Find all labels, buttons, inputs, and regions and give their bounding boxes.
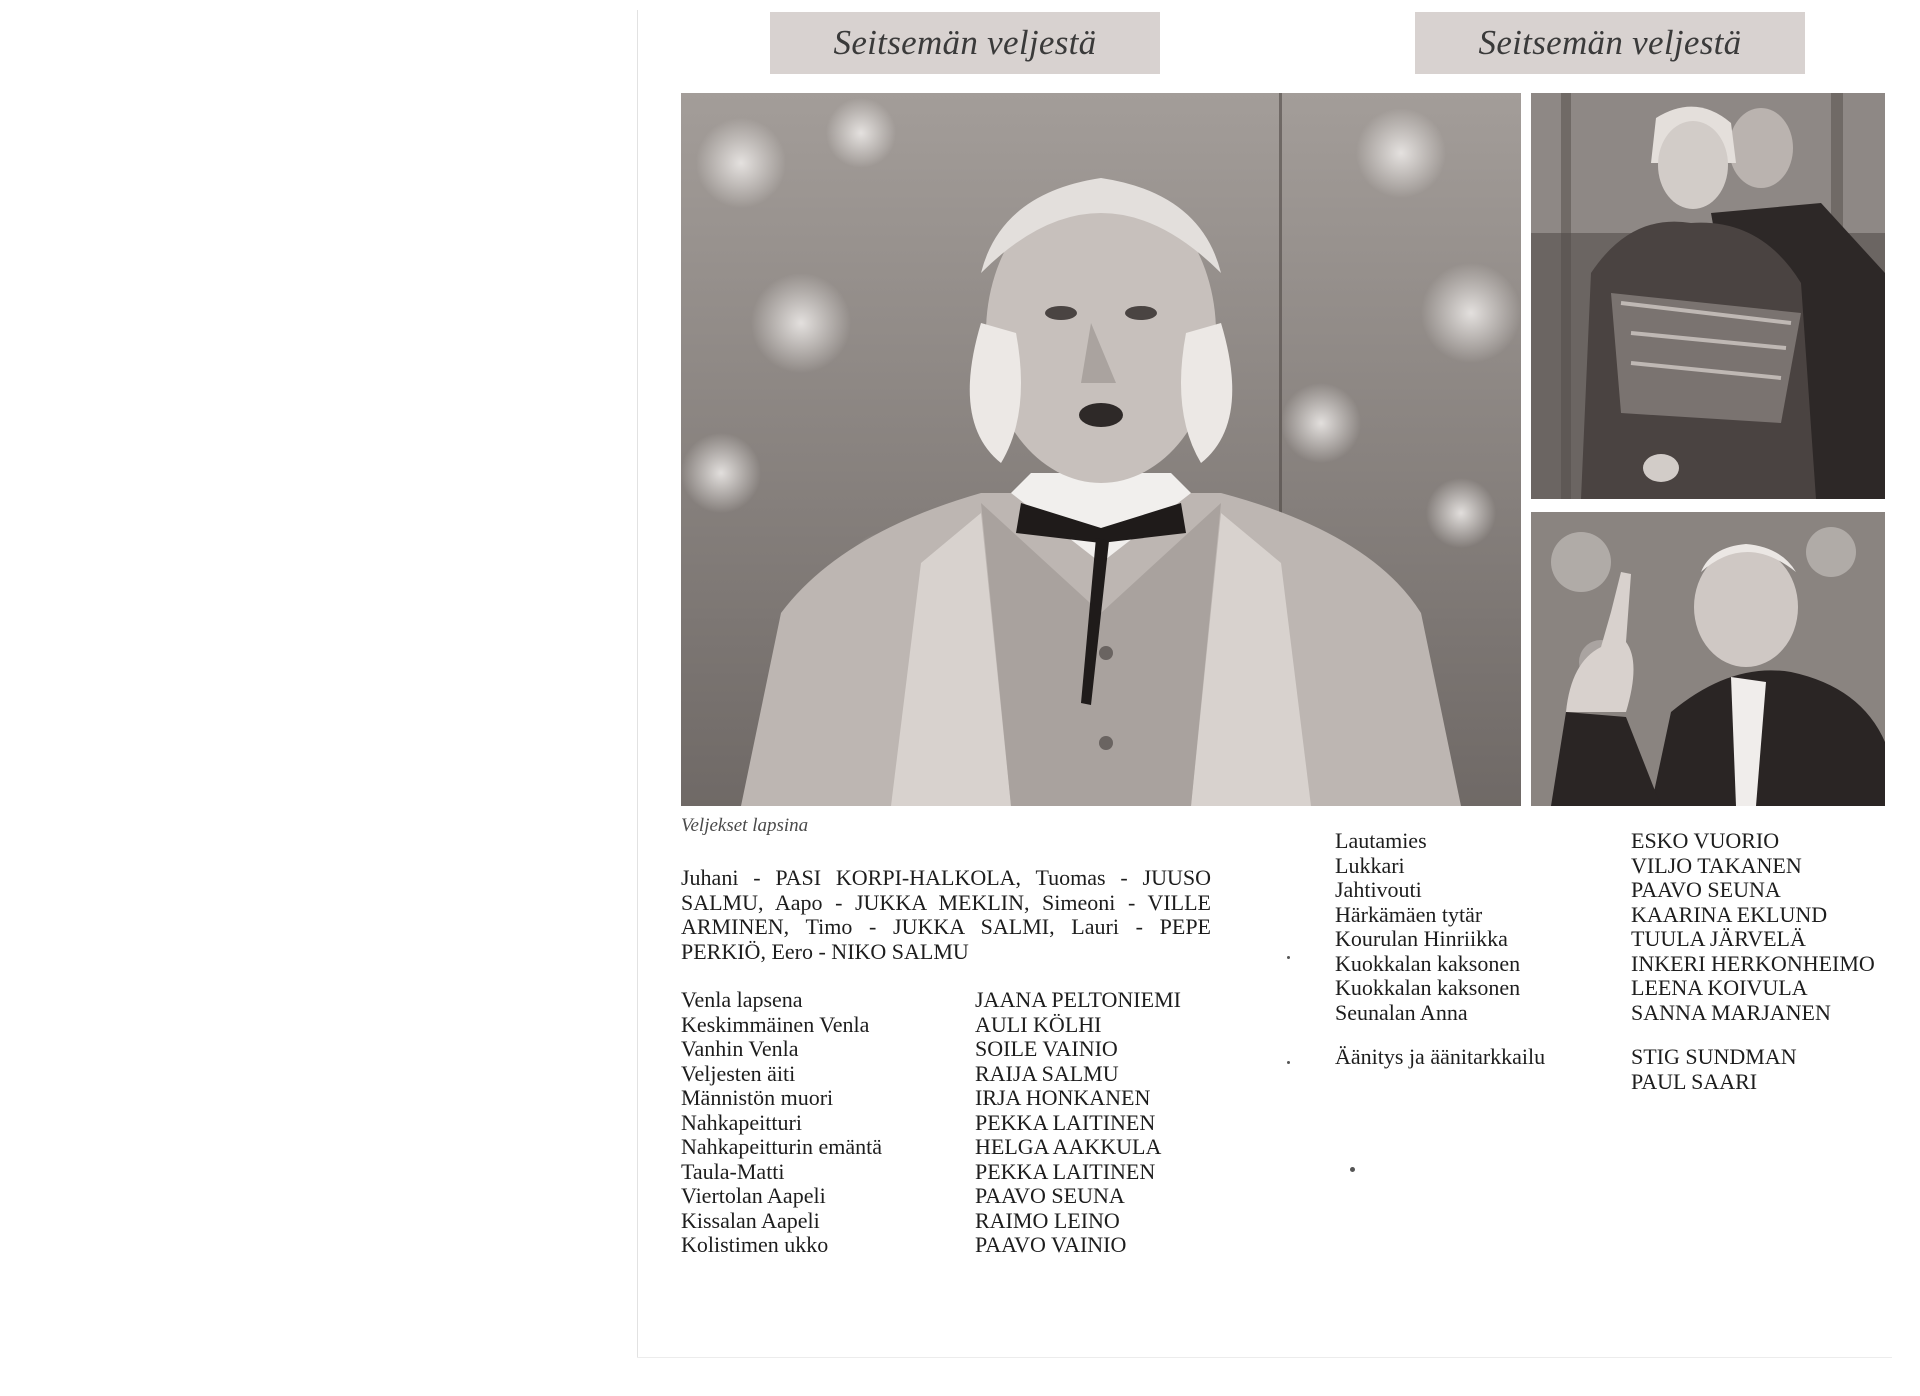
sound-person: STIG SUNDMAN: [1631, 1044, 1797, 1069]
actor-item: TUULA JÄRVELÄ: [1631, 926, 1806, 951]
page-fold-edge: [637, 10, 638, 1358]
left-actors-list: [975, 988, 1181, 1258]
top-right-photo: [1531, 93, 1885, 499]
actor-item: PEKKA LAITINEN: [975, 1109, 1156, 1135]
actor-item: INKERI HERKONHEIMO: [1631, 950, 1875, 976]
actor-item: PAAVO SEUNA: [975, 1183, 1125, 1208]
role-item: Kissalan Aapeli: [681, 1207, 820, 1233]
role-item: Kourulan Hinriikka: [1335, 926, 1508, 951]
actor-item: SANNA MARJANEN: [1631, 999, 1831, 1025]
left-roles-list: [681, 988, 882, 1258]
right-roles-list: [1335, 829, 1520, 1025]
brothers-cast-paragraph: Juhani - PASI KORPI-HALKOLA, Tuomas - JUUSO SALMU, Aapo - JUKKA MEKLIN, Simeoni - VILLE ARMINEN, Timo - JUKKA SALMI, Lauri - PEPE PERKIÖ, Eero - NIKO SALMU: [681, 865, 1211, 964]
actor-item: RAIMO LEINO: [975, 1207, 1120, 1233]
role-item: Härkämäen tytär: [1335, 901, 1483, 927]
actor-item: ESKO VUORIO: [1631, 828, 1780, 853]
role-item: Lautamies: [1335, 828, 1427, 853]
scan-speck: [1287, 1061, 1290, 1064]
role-item: Nahkapeitturi: [681, 1109, 802, 1135]
actor-item: VILJO TAKANEN: [1631, 852, 1802, 878]
role-item: Seunalan Anna: [1335, 999, 1468, 1025]
page-bottom-edge: [637, 1357, 1892, 1358]
role-item: Viertolan Aapeli: [681, 1183, 826, 1208]
role-item: Kuokkalan kaksonen: [1335, 975, 1521, 1000]
right-page-title: Seitsemän veljestä: [1415, 12, 1805, 74]
main-portrait-photo: [681, 93, 1521, 806]
actor-item: JAANA PELTONIEMI: [975, 987, 1181, 1012]
role-item: Keskimmäinen Venla: [681, 1011, 870, 1037]
role-item: Kolistimen ukko: [681, 1232, 829, 1257]
role-item: Nahkapeitturin emäntä: [681, 1134, 882, 1159]
sound-credit-people: [1631, 1045, 1797, 1094]
role-item: Veljesten äiti: [681, 1060, 796, 1086]
role-item: Lukkari: [1335, 852, 1405, 878]
scan-speck: [1350, 1167, 1355, 1172]
sound-credit-role: Äänitys ja äänitarkkailu: [1335, 1044, 1546, 1069]
actor-item: RAIJA SALMU: [975, 1060, 1119, 1086]
role-item: Jahtivouti: [1335, 877, 1422, 902]
scan-speck: [1287, 956, 1290, 959]
actor-item: PEKKA LAITINEN: [975, 1158, 1156, 1184]
left-page-title: Seitsemän veljestä: [770, 12, 1160, 74]
bottom-right-photo: [1531, 512, 1885, 806]
actor-item: KAARINA EKLUND: [1631, 901, 1828, 927]
actor-item: HELGA AAKKULA: [975, 1134, 1162, 1159]
actor-item: SOILE VAINIO: [975, 1036, 1118, 1061]
sound-person: PAUL SAARI: [1631, 1068, 1758, 1094]
actor-item: PAAVO VAINIO: [975, 1232, 1127, 1257]
role-item: Kuokkalan kaksonen: [1335, 950, 1521, 976]
role-item: Vanhin Venla: [681, 1036, 799, 1061]
role-item: Taula-Matti: [681, 1158, 785, 1184]
actor-item: PAAVO SEUNA: [1631, 877, 1781, 902]
actor-item: AULI KÖLHI: [975, 1011, 1102, 1037]
photo-caption: Veljekset lapsina: [681, 815, 809, 836]
role-item: Männistön muori: [681, 1085, 834, 1110]
role-item: Venla lapsena: [681, 987, 803, 1012]
right-actors-list: [1631, 829, 1875, 1025]
actor-item: LEENA KOIVULA: [1631, 975, 1808, 1000]
actor-item: IRJA HONKANEN: [975, 1085, 1151, 1110]
